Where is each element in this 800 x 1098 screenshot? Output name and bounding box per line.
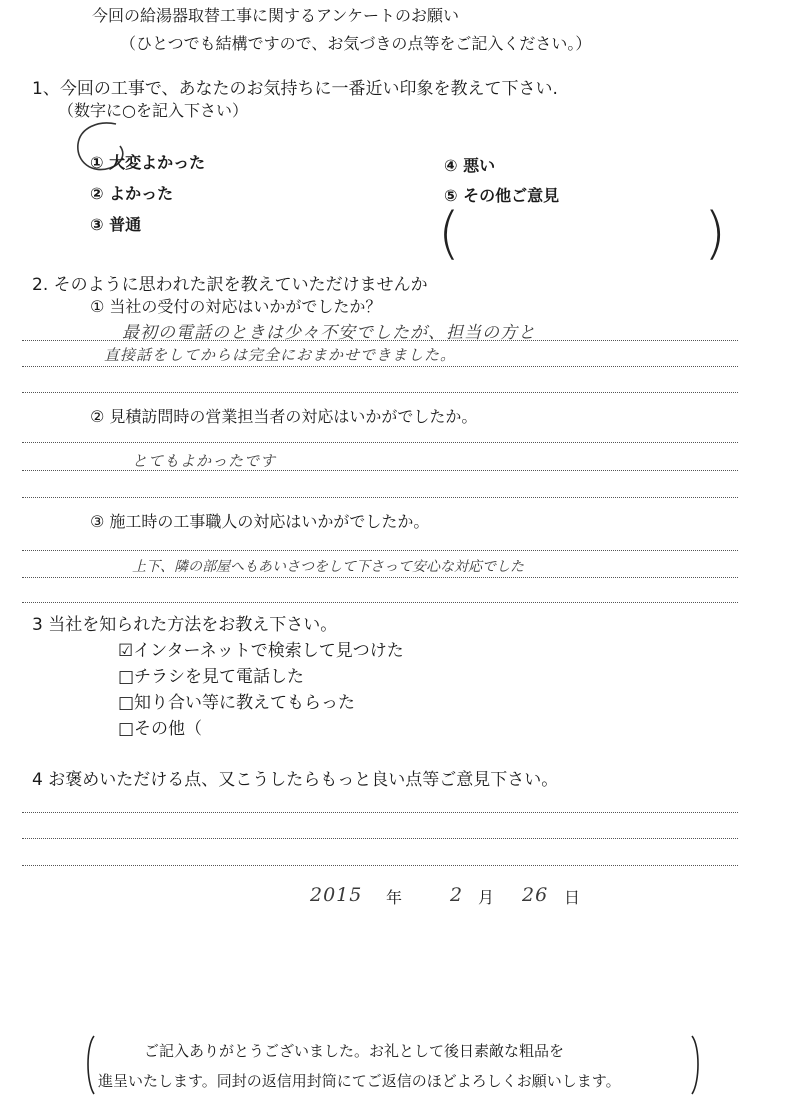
date-day-unit: 日	[564, 888, 581, 907]
answer-line	[22, 550, 738, 551]
answer-line	[22, 602, 738, 603]
q2-sub1-answer-line1: 最初の電話のときは少々不安でしたが、担当の方と	[122, 323, 536, 343]
q1-option-3: ③ 普通	[90, 215, 142, 234]
q1-option-4: ④ 悪い	[444, 156, 496, 175]
date-month-unit: 月	[478, 888, 495, 907]
answer-line	[22, 392, 738, 393]
answer-line	[22, 470, 738, 471]
date-year: 2015	[310, 884, 363, 906]
q4-question: 4 お褒めいただける点、又こうしたらもっと良い点等ご意見下さい。	[32, 770, 559, 790]
answer-line	[22, 865, 738, 866]
answer-line	[22, 340, 738, 341]
q2-question: 2. そのように思われた訳を教えていただけませんか	[32, 275, 428, 295]
footer-line2: 進呈いたします。同封の返信用封筒にてご返信のほどよろしくお願いします。	[98, 1072, 621, 1090]
q2-sub2-question: ② 見積訪問時の営業担当者の対応はいかがでしたか。	[90, 407, 478, 426]
answer-line	[22, 366, 738, 367]
q1-option-5: ⑤ その他ご意見	[444, 186, 560, 205]
form-subtitle: （ひとつでも結構ですので、お気づきの点等をご記入ください。）	[120, 34, 592, 53]
q2-sub3-answer: 上下、隣の部屋へもあいさつをして下さって安心な対応でした	[132, 559, 524, 575]
q1-other-paren-close: )	[704, 201, 726, 266]
answer-line	[22, 812, 738, 813]
q2-sub1-question: ① 当社の受付の対応はいかがでしたか？	[90, 297, 382, 316]
q3-option-internet[interactable]: ☑インターネットで検索して見つけた	[118, 641, 404, 661]
q3-option-other[interactable]: □その他（	[118, 719, 203, 739]
q2-sub3-question: ③ 施工時の工事職人の対応はいかがでしたか。	[90, 512, 430, 531]
date-month: 2	[450, 884, 464, 906]
footer-line1: ご記入ありがとうございました。お礼として後日素敵な粗品を	[144, 1042, 565, 1060]
answer-line	[22, 497, 738, 498]
form-title: 今回の給湯器取替工事に関するアンケートのお願い	[92, 6, 460, 25]
answer-line	[22, 442, 738, 443]
q2-sub1-answer-line2: 直接話をしてからは完全におまかせできました。	[104, 346, 457, 364]
q3-option-flyer[interactable]: □チラシを見て電話した	[118, 667, 305, 687]
q3-option-referral[interactable]: □知り合い等に教えてもらった	[118, 693, 356, 713]
answer-line	[22, 838, 738, 839]
answer-line	[22, 577, 738, 578]
q1-other-paren-open: (	[438, 201, 460, 266]
date-year-unit: 年	[386, 888, 403, 907]
q2-sub2-answer: とてもよかったです	[132, 452, 277, 470]
q1-option-2: ② よかった	[90, 184, 174, 203]
q1-question: 1、今回の工事で、あなたのお気持ちに一番近い印象を教えて下さい.	[32, 79, 558, 99]
q1-instruction: （数字に○を記入下さい）	[58, 101, 248, 120]
date-day: 26	[522, 884, 549, 906]
q3-question: 3 当社を知られた方法をお教え下さい。	[32, 615, 338, 635]
q1-option-1: ① 大変よかった	[90, 153, 206, 172]
